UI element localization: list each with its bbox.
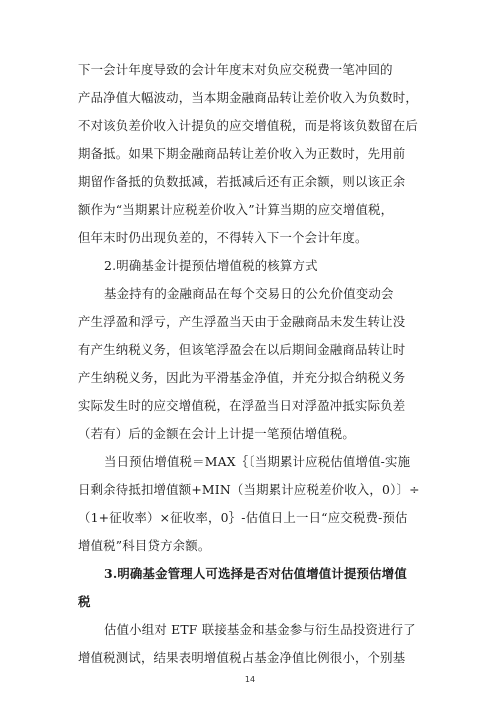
paragraph-line: 增值税测试，结果表明增值税占基金净值比例很小，个别基 [78,650,406,665]
page-number: 14 [244,675,256,684]
paragraph-line: 有产生纳税义务，但该笔浮盈会在以后期间金融商品转让时 [78,342,406,357]
paragraph-line: 额作为“当期累计应税差价收入”计算当期的应交增值税， [78,202,394,217]
section-heading: 3.明确基金管理人可选择是否对估值增值计提预估增值 [104,566,407,581]
paragraph-line: 产品净值大幅波动，当本期金融商品转让差价收入为负数时， [78,90,418,105]
section-heading: 税 [78,594,91,609]
paragraph-line: 不对该负差价收入计提负的应交增值税，而是将该负数留在后 [78,118,418,133]
formula-line: 增值税”科目贷方余额。 [78,538,211,553]
paragraph-line: 产生纳税义务，因此为平滑基金净值，并充分拟合纳税义务 [78,370,406,385]
paragraph-line: 期留作备抵的负数抵减，若抵减后还有正余额，则以该正余 [78,174,406,189]
formula-line: 日剩余待抵扣增值额+MIN（当期累计应税差价收入，0）〕÷ [78,482,420,497]
paragraph-line: 基金持有的金融商品在每个交易日的公允价值变动会 [104,286,394,301]
formula-line: （1+征收率）×征收率，0｝-估值日上一日“应交税费-预估 [78,510,408,525]
paragraph-line: 但年末时仍出现负差的，不得转入下一个会计年度。 [78,230,368,245]
paragraph-line: 产生浮盈和浮亏，产生浮盈当天由于金融商品未发生转让没 [78,314,406,329]
section-heading: 2.明确基金计提预估增值税的核算方式 [104,258,318,273]
paragraph-line: 估值小组对 ETF 联接基金和基金参与衍生品投资进行了 [104,622,416,637]
paragraph-line: （若有）后的金额在会计上计提一笔预估增值税。 [78,426,355,441]
formula-line: 当日预估增值税＝MAX｛〔当期累计应税估值增值-实施 [104,454,411,469]
paragraph-line: 期备抵。如果下期金融商品转让差价收入为正数时，先用前 [78,146,406,161]
paragraph-line: 实际发生时的应交增值税，在浮盈当日对浮盈冲抵实际负差 [78,398,406,413]
paragraph-line: 下一会计年度导致的会计年度末对负应交税费一笔冲回的 [78,62,393,77]
